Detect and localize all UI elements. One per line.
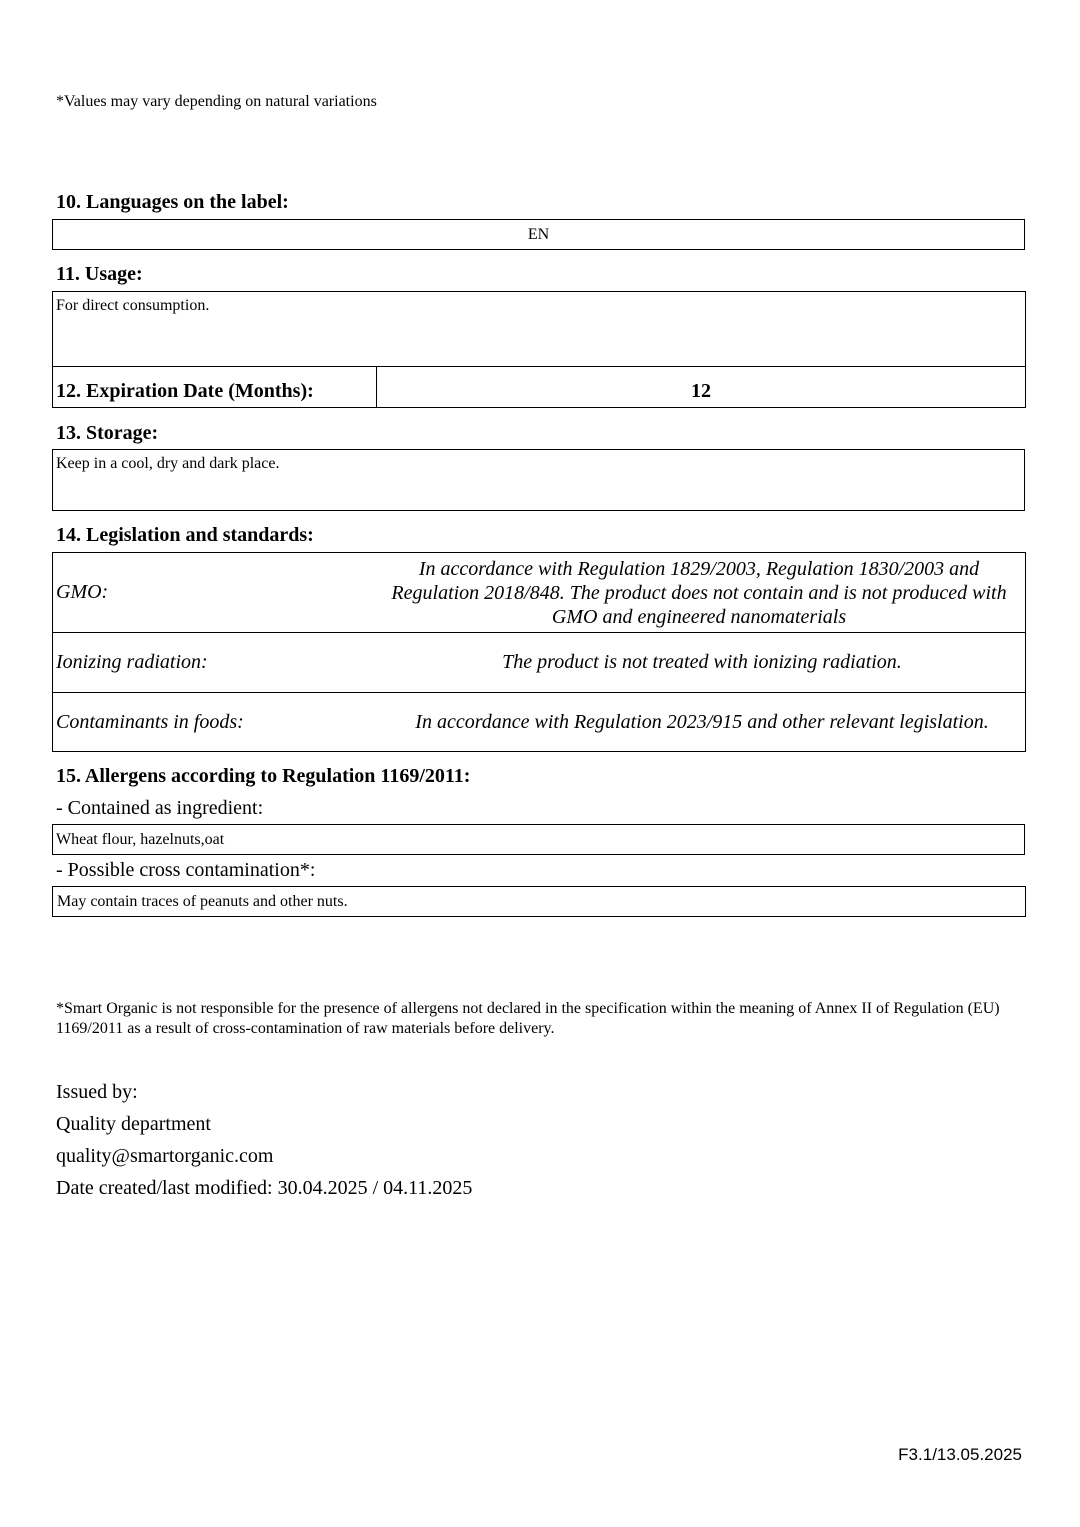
section-15-title: 15. Allergens according to Regulation 1169/2011:: [56, 765, 471, 787]
issued-label: Issued by:: [56, 1081, 138, 1103]
expiration-label: 12. Expiration Date (Months):: [56, 380, 314, 402]
form-code: F3.1/13.05.2025: [898, 1445, 1022, 1464]
contained-value: Wheat flour, hazelnuts,oat: [56, 830, 225, 848]
legislation-table: [52, 552, 1026, 752]
divider: [53, 366, 1025, 367]
ionizing-value: The product is not treated with ionizing radiation.: [502, 651, 902, 673]
cross-value: May contain traces of peanuts and other nuts.: [57, 892, 348, 910]
contaminants-value: In accordance with Regulation 2023/915 and other relevant legislation.: [415, 710, 989, 733]
languages-value: EN: [527, 225, 550, 243]
issued-dates: Date created/last modified: 30.04.2025 / 04.11.2025: [56, 1177, 473, 1199]
section-14-title: 14. Legislation and standards:: [56, 524, 314, 546]
gmo-label: GMO:: [56, 581, 109, 603]
storage-box: [52, 449, 1025, 511]
cross-box: [52, 886, 1026, 917]
section-10-title: 10. Languages on the label:: [56, 191, 289, 213]
contained-box: [52, 824, 1025, 855]
section-11-title: 11. Usage:: [56, 263, 143, 285]
issued-email: quality@smartorganic.com: [56, 1145, 274, 1167]
issued-department: Quality department: [56, 1113, 211, 1135]
contaminants-label: Contaminants in foods:: [56, 710, 244, 733]
contained-label: - Contained as ingredient:: [56, 797, 264, 819]
usage-box: [52, 291, 1026, 408]
storage-value: Keep in a cool, dry and dark place.: [56, 455, 280, 472]
usage-value: For direct consumption.: [56, 297, 210, 314]
issued-block: [56, 1076, 472, 1204]
disclaimer: *Smart Organic is not responsible for the presence of allergens not declared in the specification within the meaning of Annex II of Regulation (EU) 1169/2011 as a result of cross-contamination of raw materials before delivery.: [56, 1000, 1000, 1037]
languages-box: [52, 219, 1025, 250]
expiration-value: 12: [691, 380, 711, 402]
gmo-value: In accordance with Regulation 1829/2003, Regulation 1830/2003 and Regulation 2018/848. The product does not contain and is not produced with GMO and engineered nanomaterials: [391, 557, 1007, 628]
top-note: *Values may vary depending on natural variations: [56, 93, 377, 110]
ionizing-label: Ionizing radiation:: [56, 651, 208, 673]
section-13-title: 13. Storage:: [56, 422, 159, 444]
cross-label: - Possible cross contamination*:: [56, 859, 316, 881]
